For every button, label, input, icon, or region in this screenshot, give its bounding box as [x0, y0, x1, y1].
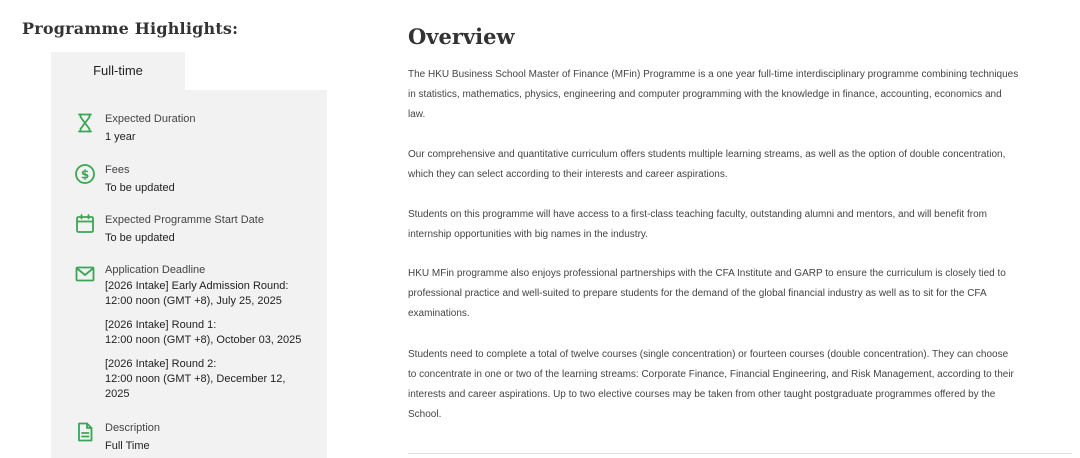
description-label: Description: [105, 422, 161, 434]
highlights-title: Programme Highlights:: [22, 19, 239, 38]
description-value: Full Time: [105, 440, 150, 452]
envelope-icon: [74, 263, 96, 285]
overview-paragraph: [408, 345, 1072, 425]
round-line: 12:00 noon (GMT +8), December 12,: [105, 373, 286, 385]
paragraph-line: The HKU Business School Master of Finance (MFin) Programme is a one year full-time interdisciplinary programme combining techniques: [408, 69, 1019, 80]
deadline-round: [105, 318, 315, 348]
round-line: [2026 Intake] Round 1:: [105, 319, 217, 331]
paragraph-line: interests and career aspirations. Up to two elective courses may be taken from other taught postgraduate programmes offered by the: [408, 389, 996, 400]
paragraph-line: law.: [408, 109, 426, 120]
dollar-circle-icon: [74, 163, 96, 185]
overview-title: Overview: [408, 24, 515, 49]
section-divider: [408, 453, 1072, 454]
round-line: 12:00 noon (GMT +8), October 03, 2025: [105, 334, 302, 346]
round-line: [2026 Intake] Early Admission Round:: [105, 280, 289, 292]
paragraph-line: which they can select according to their interests and career aspirations.: [408, 169, 728, 180]
duration-label: Expected Duration: [105, 113, 196, 125]
paragraph-line: School.: [408, 409, 442, 420]
paragraph-line: examinations.: [408, 308, 470, 319]
round-line: 12:00 noon (GMT +8), July 25, 2025: [105, 295, 282, 307]
highlights-panel: [51, 90, 327, 458]
paragraph-line: to concentrate in one or two of the learning streams: Corporate Finance, Financial Engineering, and Risk Management, according to their: [408, 369, 1014, 380]
round-line: [2026 Intake] Round 2:: [105, 358, 217, 370]
paragraph-line: Our comprehensive and quantitative curriculum offers students multiple learning streams, as well as the option of double concentration,: [408, 149, 1006, 160]
fees-value: To be updated: [105, 182, 175, 194]
overview-paragraph: [408, 65, 1072, 125]
calendar-icon: [74, 213, 96, 235]
svg-text:$: $: [80, 167, 90, 182]
tab-full-time[interactable]: Full-time: [51, 52, 185, 90]
deadline-label: Application Deadline: [105, 264, 206, 276]
fees-label: Fees: [105, 164, 130, 176]
hourglass-icon: [74, 112, 96, 134]
paragraph-line: internship opportunities with big names in the industry.: [408, 229, 648, 240]
overview-paragraph: [408, 145, 1072, 185]
start-date-label: Expected Programme Start Date: [105, 214, 264, 226]
paragraph-line: in statistics, mathematics, physics, engineering and computer programming with the knowledge in finance, accounting, economics and: [408, 89, 1002, 100]
paragraph-line: professional practice and well-suited to prepare students for the demand of the global financial industry as well as to sit for the CFA: [408, 288, 987, 299]
overview-paragraph: [408, 264, 1072, 324]
round-line: 2025: [105, 388, 130, 400]
paragraph-line: Students need to complete a total of twelve courses (single concentration) or fourteen courses (double concentration). They can choose: [408, 349, 1009, 360]
start-date-value: To be updated: [105, 232, 175, 244]
document-icon: [74, 421, 96, 443]
duration-value: 1 year: [105, 131, 136, 143]
paragraph-line: Students on this programme will have access to a first-class teaching faculty, outstanding alumni and mentors, and will benefit from: [408, 209, 987, 220]
paragraph-line: HKU MFin programme also enjoys professional partnerships with the CFA Institute and GARP to ensure the curriculum is closely tied to: [408, 268, 1006, 279]
overview-paragraph: [408, 205, 1072, 245]
deadline-round: [105, 357, 315, 402]
deadline-round: [105, 279, 315, 309]
